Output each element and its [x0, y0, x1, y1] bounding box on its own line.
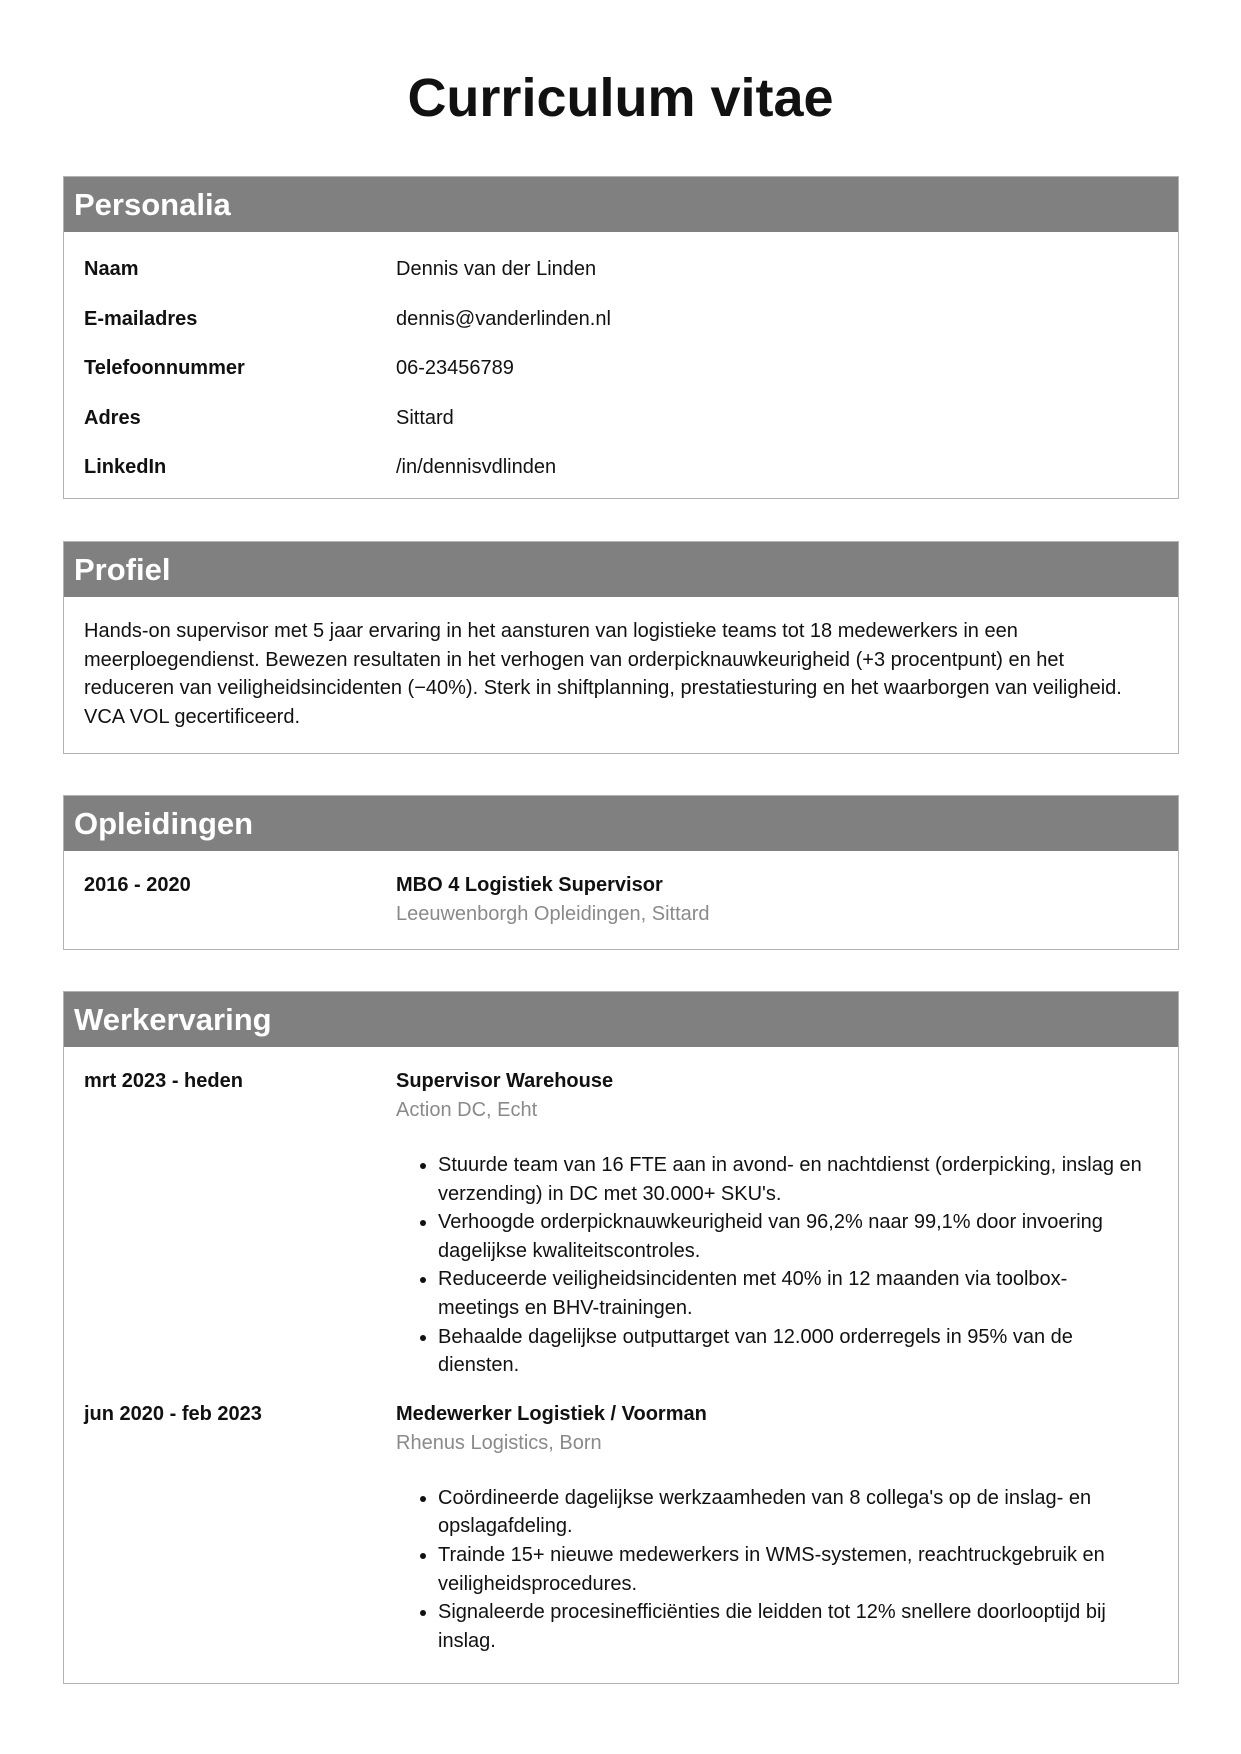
profile-summary: Hands-on supervisor met 5 jaar ervaring in het aansturen van logistieke teams tot 18 medewerkers in een meerploegendienst. Bewezen resultaten in het verhogen van orderpicknauwkeurigheid (+3 procentpunt) en het reduceren van veiligheidsincidenten (−40%). Sterk in shiftplanning, prestatiesturing en het waarborgen van veiligheid. VCA VOL gecertificeerd.	[84, 620, 1122, 728]
entry-period: 2016 - 2020	[84, 874, 191, 896]
field-value: /in/dennisvdlinden	[396, 456, 557, 479]
entry-body	[396, 1400, 1178, 1656]
field-label: E-mailadres	[84, 307, 198, 330]
entry-body	[396, 871, 1178, 929]
field-value: 06-23456789	[396, 357, 514, 380]
achievement-list	[396, 1151, 1148, 1380]
work-entry	[64, 1067, 1178, 1380]
entry-period: mrt 2023 - heden	[84, 1070, 243, 1092]
list-item: • Reduceerde veiligheidsincidenten met 40% in 12 maanden via toolbox-meetings en BHV-trainingen.	[438, 1265, 1148, 1322]
field-label: Adres	[84, 406, 141, 429]
section-heading-personalia: Personalia	[64, 177, 1178, 232]
field-value: Sittard	[396, 406, 454, 429]
list-item: • Coördineerde dagelijkse werkzaamheden van 8 collega's op de inslag- en opslagafdeling.	[438, 1484, 1148, 1541]
personalia-row-email	[64, 295, 1178, 345]
entry-body	[396, 1067, 1178, 1380]
entry-company: Action DC, Echt	[396, 1099, 538, 1121]
document-title: Curriculum vitae	[407, 68, 834, 128]
list-item: • Behaalde dagelijkse outputtarget van 12.000 orderregels in 95% van de diensten.	[438, 1323, 1148, 1380]
entry-title: Supervisor Warehouse	[396, 1070, 614, 1092]
personalia-row-telefoon	[64, 344, 1178, 394]
section-personalia	[63, 176, 1179, 499]
list-item: • Signaleerde procesinefficiënties die leidden tot 12% snellere doorlooptijd bij inslag.	[438, 1598, 1148, 1655]
field-label: Naam	[84, 258, 139, 281]
section-heading-profiel: Profiel	[64, 542, 1178, 597]
entry-title: Medewerker Logistiek / Voorman	[396, 1402, 707, 1425]
field-label: Telefoonnummer	[84, 357, 245, 380]
achievement-list	[396, 1484, 1148, 1656]
entry-company: Rhenus Logistics, Born	[396, 1431, 602, 1454]
section-opleidingen	[63, 795, 1179, 950]
entry-period: jun 2020 - feb 2023	[84, 1402, 262, 1425]
section-profiel	[63, 541, 1179, 754]
list-item: • Verhoogde orderpicknauwkeurigheid van 96,2% naar 99,1% door invoering dagelijkse kwaliteitscontroles.	[438, 1208, 1148, 1265]
field-value: Dennis van der Linden	[396, 258, 597, 281]
work-entry	[64, 1400, 1178, 1656]
section-werkervaring	[63, 991, 1179, 1684]
personalia-row-naam	[64, 245, 1178, 295]
section-heading-opleidingen: Opleidingen	[64, 796, 1178, 851]
entry-title: MBO 4 Logistiek Supervisor	[396, 874, 663, 896]
personalia-list	[64, 232, 1178, 493]
personalia-row-linkedin	[64, 443, 1178, 493]
personalia-row-adres	[64, 394, 1178, 444]
entry-institution: Leeuwenborgh Opleidingen, Sittard	[396, 903, 710, 925]
section-heading-werkervaring: Werkervaring	[64, 992, 1178, 1047]
education-entry	[64, 871, 1178, 929]
field-value: dennis@vanderlinden.nl	[396, 307, 611, 330]
list-item: • Stuurde team van 16 FTE aan in avond- en nachtdienst (orderpicking, inslag en verzending) in DC met 30.000+ SKU's.	[438, 1151, 1148, 1208]
list-item: • Trainde 15+ nieuwe medewerkers in WMS-systemen, reachtruckgebruik en veiligheidsprocedures.	[438, 1541, 1148, 1598]
field-label: LinkedIn	[84, 456, 167, 479]
